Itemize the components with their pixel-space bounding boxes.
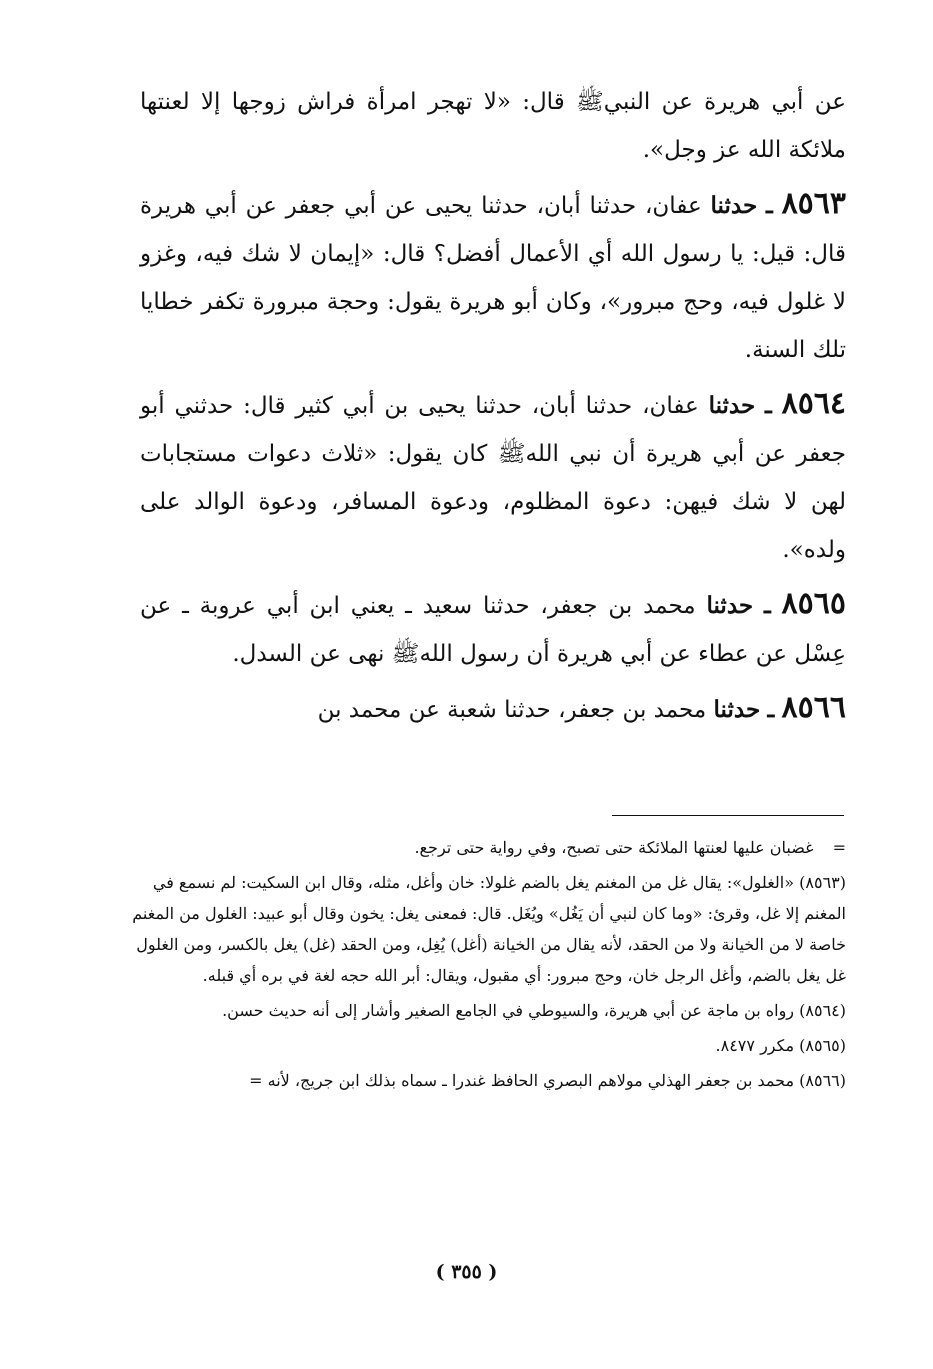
footnote-text: «الغلول»: يقال غل من المغنم يغل بالضم غلولا: خان وأغل، مثله، وقال ابن السكيت: لم نسمع في المغنم إلا غل، وقرئ: «وما كان لنبي أن يَغُل» ويُغَل. قال: فمعنى يغل: يخون وقال أبو عبيد: الغلول من المغنم خاصة لا من الخيانة ولا من الحقد، لأنه يقال من الخيانة (أغل) يُغِل، ومن الحقد (غل) يغل بالكسر، ومن الغلول غل يغل بالضم، وأغل الرجل خان، وحج مبرور: أي مقبول، ويقال: أبر الله حجه لغة في بره أي قبله. <box>132 873 846 985</box>
hadith-8565 <box>140 580 846 678</box>
main-text <box>140 78 846 740</box>
footnote-ref: (٨٥٦٦) <box>799 1071 846 1090</box>
paragraph-continuation: عن أبي هريرة عن النبيﷺ قال: «لا تهجر امرأة فراش زوجها إلا لعنتها ملائكة الله عز وجل». <box>140 89 846 163</box>
footnote-ref: (٨٥٦٥) <box>799 1036 846 1055</box>
footnote-text: غضبان عليها لعنتها الملائكة حتى تصبح، وفي رواية حتى ترجع. <box>414 838 814 857</box>
footnote-ref: (٨٥٦٣) <box>799 873 846 892</box>
haddathana-word: حدثنا <box>713 696 761 723</box>
page-number: ( ٣٥٥ ) <box>435 1261 498 1283</box>
hadith-number: ٨٥٦٣ <box>781 186 847 221</box>
hadith-number: ٨٥٦٤ <box>781 386 847 421</box>
haddathana-word: حدثنا <box>710 192 758 219</box>
haddathana-word: حدثنا <box>706 592 754 619</box>
hadith-dash: ـ <box>765 392 772 419</box>
hadith-text: عفان، حدثنا أبان، حدثنا يحيى بن أبي كثير قال: حدثني أبو جعفر عن أبي هريرة أن نبي اللهﷺ كان يقول: «ثلاث دعوات مستجابات لهن لا شك فيهن: دعوة المظلوم، ودعوة المسافر، ودعوة الوالد على ولده». <box>140 393 846 563</box>
continuation-mark: = <box>832 838 846 857</box>
footnotes <box>120 832 846 1100</box>
footnote-8565 <box>120 1030 846 1061</box>
footnote-8564 <box>120 995 846 1026</box>
hadith-8563 <box>140 180 846 374</box>
footnote-8566 <box>120 1065 846 1096</box>
hadith-dash: ـ <box>765 192 773 219</box>
hadith-text: محمد بن جعفر، حدثنا سعيد ـ يعني ابن أبي عروبة ـ عن عِسْل عن عطاء عن أبي هريرة أن رسول اللهﷺ نهى عن السدل. <box>140 593 846 667</box>
hadith-number: ٨٥٦٦ <box>781 690 846 725</box>
footnote-ref: (٨٥٦٤) <box>799 1001 846 1020</box>
footnote-separator <box>612 815 844 816</box>
footnote-continuation <box>120 832 846 863</box>
footnote-8563 <box>120 867 846 991</box>
hadith-text: عفان، حدثنا أبان، حدثنا يحيى عن أبي جعفر عن أبي هريرة قال: قيل: يا رسول الله أي الأعمال أفضل؟ قال: «إيمان لا شك فيه، وغزو لا غلول فيه، وحج مبرور»، وكان أبو هريرة يقول: وحجة مبرورة تكفر خطايا تلك السنة. <box>140 193 846 363</box>
footnote-text: رواه بن ماجة عن أبي هريرة، والسيوطي في الجامع الصغير وأشار إلى أنه حديث حسن. <box>222 1001 795 1020</box>
hadith-text: محمد بن جعفر، حدثنا شعبة عن محمد بن <box>317 697 707 723</box>
footnote-text: مكرر ٨٤٧٧. <box>715 1036 795 1055</box>
hadith-8564 <box>140 380 846 574</box>
haddathana-word: حدثنا <box>708 392 756 419</box>
footnote-text: محمد بن جعفر الهذلي مولاهم البصري الحافظ غندرا ـ سماه بذلك ابن جريج، لأنه = <box>249 1071 795 1090</box>
hadith-dash: ـ <box>763 592 771 619</box>
hadith-number: ٨٥٦٥ <box>781 586 846 621</box>
hadith-dash: ـ <box>767 696 775 723</box>
hadith-8566 <box>140 684 846 734</box>
